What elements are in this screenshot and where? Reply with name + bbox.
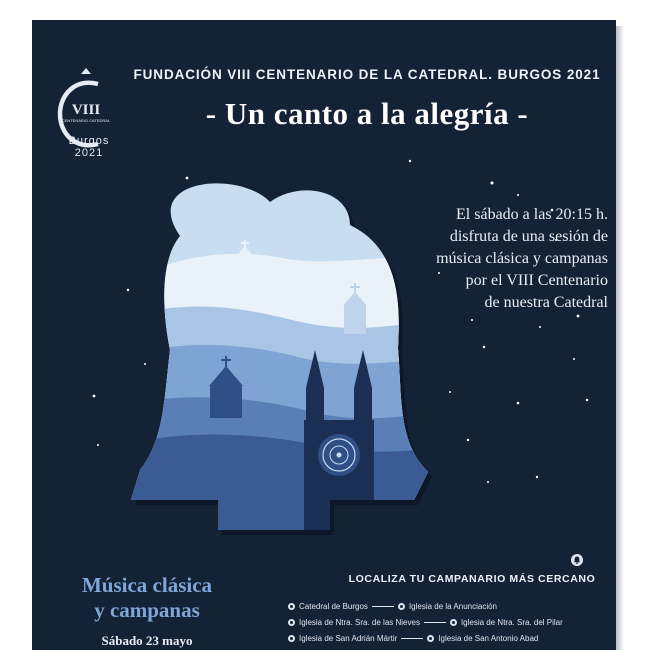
event-date: Sábado 23 mayo: [101, 633, 193, 648]
description-line: de nuestra Catedral: [484, 294, 608, 311]
church-row: [288, 632, 538, 644]
location-pin-icon: [288, 603, 295, 610]
church-row: [288, 600, 497, 612]
location-pin-icon: [288, 619, 295, 626]
description-line: El sábado a las 20:15 h.: [456, 206, 608, 223]
event-subtitle: [52, 573, 242, 623]
church-row: [288, 616, 563, 628]
locator-title: LOCALIZA TU CAMPANARIO MÁS CERCANO: [348, 573, 596, 585]
route-line: [424, 622, 446, 623]
route-line: [372, 606, 394, 607]
event-description: [368, 204, 608, 314]
route-line: [401, 638, 423, 639]
poster-title: - Un canto a la alegría -: [205, 96, 529, 131]
subtitle-line: Música clásica: [81, 573, 213, 597]
church-item: Iglesia de la Anunciación: [398, 602, 497, 611]
description-line: por el VIII Centenario: [465, 272, 608, 289]
location-pin-icon: [288, 635, 295, 642]
svg-text:VIII: VIII: [71, 102, 101, 118]
poster-header: FUNDACIÓN VIII CENTENARIO DE LA CATEDRAL. BURGOS 2021: [133, 67, 601, 82]
description-line: disfruta de una sesión de: [449, 228, 608, 245]
poster-shadow: [616, 26, 624, 650]
church-item: Iglesia de San Antonio Abad: [427, 634, 538, 643]
svg-text:CENTENARIO CATEDRAL: CENTENARIO CATEDRAL: [61, 118, 111, 123]
description-line: música clásica y campanas: [436, 250, 608, 267]
church-item: Iglesia de Ntra. Sra. de las Nieves: [288, 618, 420, 627]
bell-icon: [571, 554, 583, 566]
logo-year: Burgos 2021: [68, 135, 110, 159]
church-item: Iglesia de San Adrián Mártir: [288, 634, 397, 643]
location-pin-icon: [398, 603, 405, 610]
church-item: Catedral de Burgos: [288, 602, 368, 611]
location-pin-icon: [427, 635, 434, 642]
subtitle-line: y campanas: [94, 598, 200, 622]
poster: [32, 20, 616, 650]
church-item: Iglesia de Ntra. Sra. del Pilar: [450, 618, 563, 627]
location-pin-icon: [450, 619, 457, 626]
